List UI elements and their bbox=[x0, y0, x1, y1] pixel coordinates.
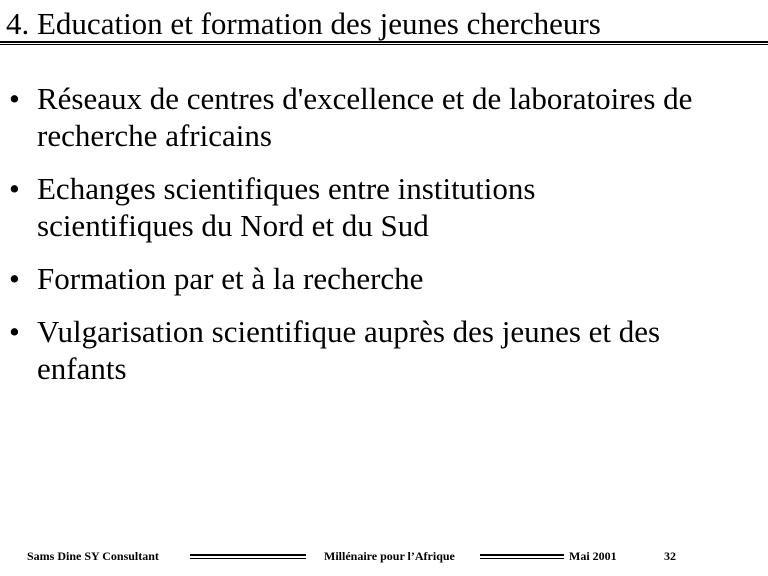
bullet-icon: • bbox=[9, 81, 20, 116]
title-underline bbox=[0, 41, 768, 45]
footer-date: Mai 2001 bbox=[569, 549, 617, 563]
bullet-icon: • bbox=[9, 314, 20, 349]
footer-divider bbox=[190, 554, 306, 559]
footer-divider bbox=[480, 554, 564, 559]
footer-author: Sams Dine SY Consultant bbox=[27, 549, 159, 563]
bullet-item bbox=[0, 170, 597, 244]
bullet-list bbox=[0, 80, 740, 403]
bullet-text: Echanges scientifiques entre institutions scientifiques du Nord et du Sud bbox=[37, 171, 536, 243]
bullet-item bbox=[0, 313, 747, 387]
bullet-item bbox=[0, 260, 740, 297]
bullet-text: Réseaux de centres d'excellence et de laboratoires de recherche africains bbox=[37, 81, 693, 153]
bullet-icon: • bbox=[9, 261, 20, 296]
slide-footer bbox=[0, 548, 768, 566]
footer-page-number: 32 bbox=[664, 549, 676, 563]
bullet-icon: • bbox=[9, 171, 20, 206]
footer-event: Millénaire pour l’Afrique bbox=[324, 549, 455, 563]
bullet-text: Formation par et à la recherche bbox=[37, 261, 424, 296]
bullet-text: Vulgarisation scientifique auprès des jeunes et des enfants bbox=[37, 314, 661, 386]
slide-title: 4. Education et formation des jeunes chercheurs bbox=[6, 6, 601, 41]
bullet-item bbox=[0, 80, 727, 154]
